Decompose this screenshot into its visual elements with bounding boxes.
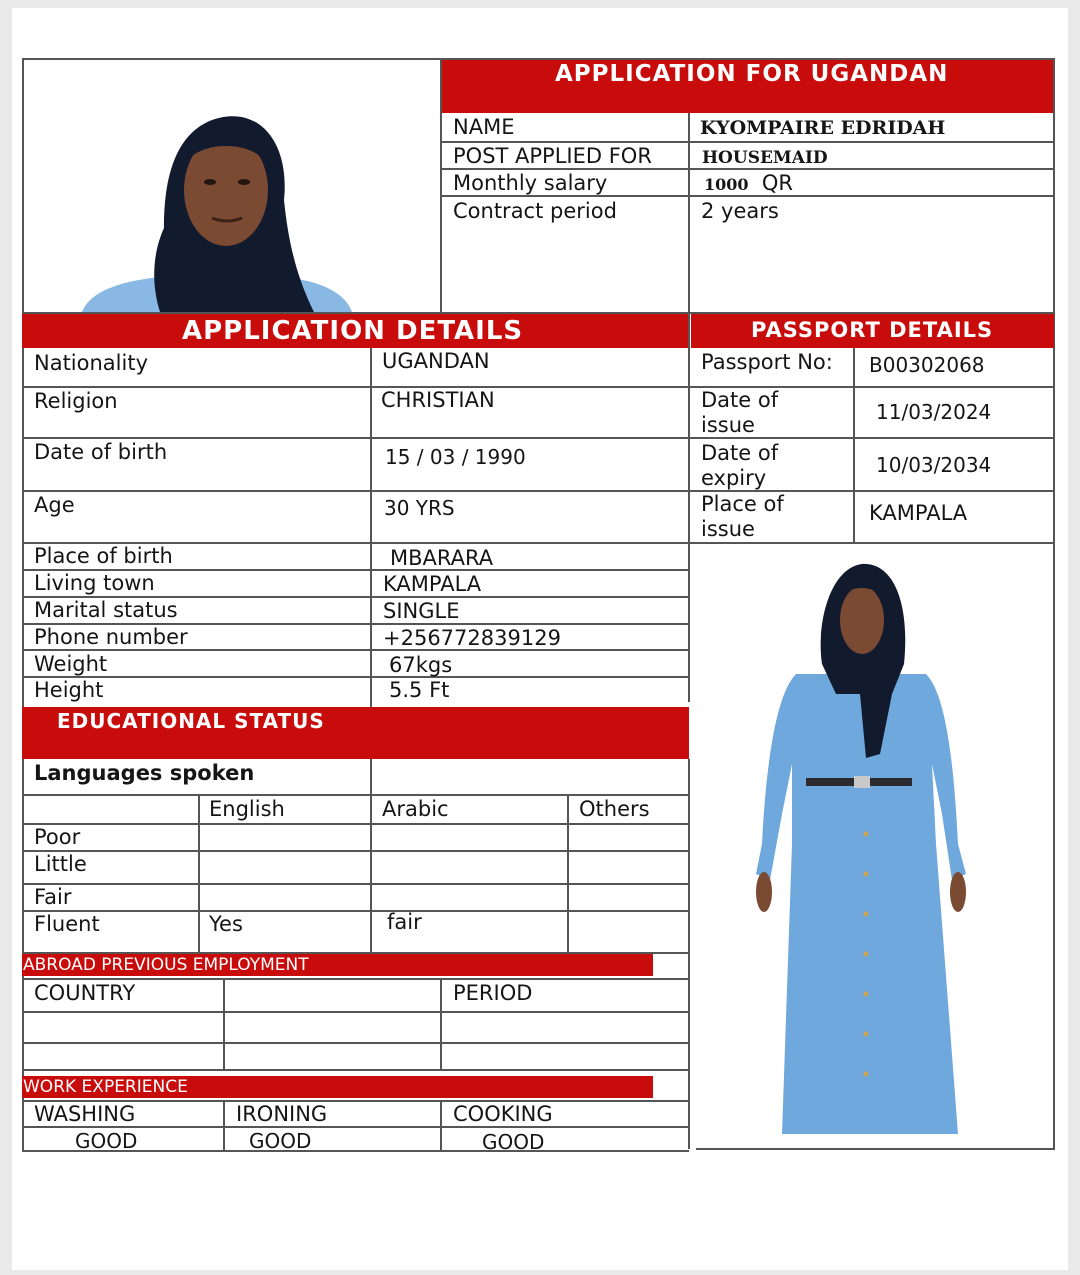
age-value: 30 YRS <box>384 496 455 520</box>
name-label: NAME <box>453 115 515 139</box>
post-label: POST APPLIED FOR <box>453 144 652 168</box>
skill-ironing-level: GOOD <box>249 1129 312 1153</box>
work-experience-banner <box>22 1076 653 1098</box>
header-banner <box>441 59 1054 113</box>
skill-washing-level: GOOD <box>75 1129 138 1153</box>
marital-value: SINGLE <box>383 599 460 623</box>
age-label: Age <box>34 493 75 517</box>
portrait-photo <box>52 80 392 312</box>
skill-washing: WASHING <box>34 1102 136 1126</box>
salary-unit: QR <box>761 171 794 195</box>
abroad-employment-title: ABROAD PREVIOUS EMPLOYMENT <box>23 955 309 975</box>
religion-value: CHRISTIAN <box>381 388 495 412</box>
post-value: HOUSEMAID <box>702 148 828 168</box>
expiry-date-label-1: Date of <box>701 441 779 465</box>
lang-fluent-english: Yes <box>209 912 243 936</box>
abroad-employment-banner <box>22 954 653 976</box>
lang-level-fluent: Fluent <box>34 912 100 936</box>
living-town-value: KAMPALA <box>383 572 482 596</box>
passport-details-banner <box>691 314 1054 348</box>
salary-amount: 1000 <box>704 175 749 194</box>
weight-value: 67kgs <box>389 653 453 677</box>
weight-label: Weight <box>34 652 108 676</box>
application-form <box>12 8 1068 1270</box>
living-town-label: Living town <box>34 571 155 595</box>
salary-value <box>704 171 793 197</box>
place-issue-label-1: Place of <box>701 492 784 516</box>
lang-col-others: Others <box>579 797 650 821</box>
dob-label: Date of birth <box>34 440 168 464</box>
name-value: KYOMPAIRE EDRIDAH <box>700 117 946 139</box>
skill-ironing: IRONING <box>236 1102 328 1126</box>
pob-label: Place of birth <box>34 544 173 568</box>
full-body-photo <box>696 544 1052 1150</box>
dob-value: 15 / 03 / 1990 <box>385 445 526 469</box>
lang-col-english: English <box>209 797 285 821</box>
contract-value: 2 years <box>701 199 779 223</box>
religion-label: Religion <box>34 389 118 413</box>
phone-label: Phone number <box>34 625 188 649</box>
issue-date-label-1: Date of <box>701 388 779 412</box>
expiry-date-label-2: expiry <box>701 466 767 490</box>
pob-value: MBARARA <box>390 546 494 570</box>
height-value: 5.5 Ft <box>389 678 450 702</box>
salary-label: Monthly salary <box>453 171 608 195</box>
work-experience-title: WORK EXPERIENCE <box>23 1077 188 1097</box>
passport-details-title: PASSPORT DETAILS <box>751 318 994 342</box>
lang-level-poor: Poor <box>34 825 81 849</box>
marital-label: Marital status <box>34 598 178 622</box>
place-issue-value: KAMPALA <box>869 501 968 525</box>
educational-status-title: EDUCATIONAL STATUS <box>57 709 325 733</box>
nationality-value: UGANDAN <box>382 349 490 373</box>
lang-level-fair: Fair <box>34 885 72 909</box>
application-details-title: APPLICATION DETAILS <box>182 316 524 346</box>
lang-level-little: Little <box>34 852 87 876</box>
passport-no-value: B00302068 <box>869 353 985 377</box>
languages-title: Languages spoken <box>34 761 255 785</box>
form-title: APPLICATION FOR UGANDAN <box>555 61 949 87</box>
educational-status-banner <box>22 707 689 759</box>
application-details-banner <box>22 314 689 348</box>
place-issue-label-2: issue <box>701 517 755 541</box>
period-label: PERIOD <box>453 981 533 1005</box>
contract-label: Contract period <box>453 199 617 223</box>
lang-fluent-arabic: fair <box>387 910 422 934</box>
country-label: COUNTRY <box>34 981 136 1005</box>
lang-col-arabic: Arabic <box>382 797 449 821</box>
skill-cooking: COOKING <box>453 1102 553 1126</box>
issue-date-value: 11/03/2024 <box>876 400 992 424</box>
expiry-date-value: 10/03/2034 <box>876 453 992 477</box>
issue-date-label-2: issue <box>701 413 755 437</box>
skill-cooking-level: GOOD <box>482 1130 545 1154</box>
phone-value: +256772839129 <box>383 626 561 650</box>
passport-no-label: Passport No: <box>701 350 833 374</box>
nationality-label: Nationality <box>34 351 149 375</box>
height-label: Height <box>34 678 104 702</box>
